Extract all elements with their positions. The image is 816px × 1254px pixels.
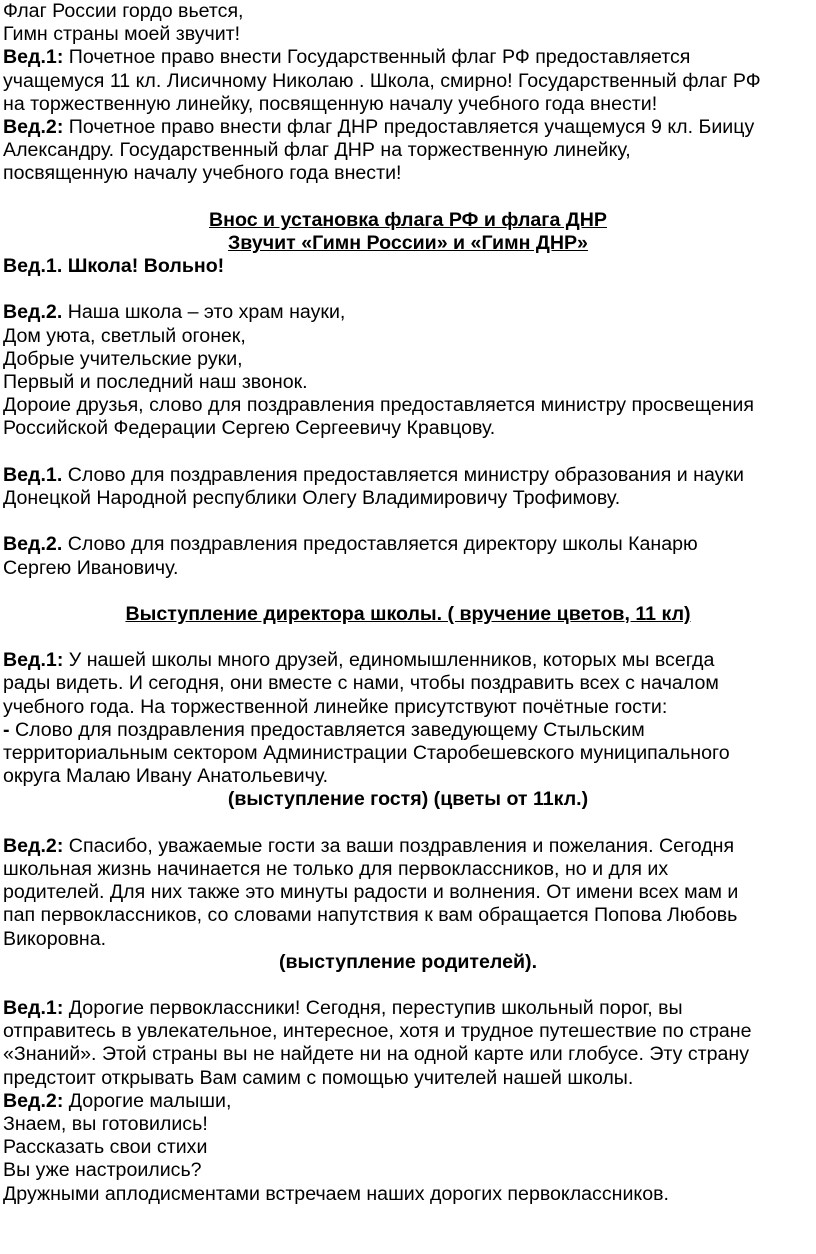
blank-line <box>3 626 813 649</box>
line-text: школьная жизнь начинается не только для первоклассников, но и для их <box>3 857 669 880</box>
speaker-label: Вед.1: <box>3 46 64 69</box>
text-line <box>3 325 813 348</box>
text-line <box>3 672 813 695</box>
speaker-line <box>3 835 813 858</box>
speaker-line <box>3 719 813 742</box>
blank-line <box>3 510 813 533</box>
blank-line <box>3 441 813 464</box>
line-text: пап первоклассников, со словами напутствия к вам обращается Попова Любовь <box>3 904 738 927</box>
section-heading <box>3 603 813 626</box>
text-line <box>3 858 813 881</box>
line-text: Александру. Государственный флаг ДНР на торжественную линейку, <box>3 139 631 162</box>
line-text: родителей. Для них также это минуты радости и волнения. От имени всех мам и <box>3 881 739 904</box>
line-text: Слово для поздравления предоставляется директору школы Канарю <box>62 533 698 556</box>
text-line <box>3 1043 813 1066</box>
line-text: Почетное право внести Государственный флаг РФ предоставляется <box>63 46 691 69</box>
text-line <box>3 742 813 765</box>
text-line <box>3 23 813 46</box>
text-line <box>3 765 813 788</box>
line-text: Вы уже настроились? <box>3 1159 202 1182</box>
blank-line <box>3 974 813 997</box>
text-line <box>3 1020 813 1043</box>
line-text: Викоровна. <box>3 927 107 950</box>
text-line <box>3 162 813 185</box>
speaker-line <box>3 301 813 324</box>
heading-text: Звучит «Гимн России» и «Гимн ДНР» <box>228 231 588 254</box>
speaker-line <box>3 649 813 672</box>
line-text: У нашей школы много друзей, единомышленников, которых мы всегда <box>63 649 715 672</box>
text-line <box>3 348 813 371</box>
speaker-label: Вед.1: <box>3 997 64 1020</box>
speaker-label: - <box>3 718 10 741</box>
section-heading <box>3 209 813 232</box>
heading-text: Внос и установка флага РФ и флага ДНР <box>209 208 607 231</box>
line-text: Флаг России гордо вьется, <box>3 0 244 22</box>
text-line <box>3 394 813 417</box>
text-line <box>3 904 813 927</box>
text-line <box>3 1136 813 1159</box>
document-page <box>3 0 813 1206</box>
section-heading <box>3 232 813 255</box>
line-text: Донецкой Народной республики Олегу Владимировичу Трофимову. <box>3 486 621 509</box>
line-text: Вед.1. Школа! Вольно! <box>3 255 225 278</box>
line-text: «Знаний». Этой страны вы не найдете ни на одной карте или глобусе. Эту страну <box>3 1043 750 1066</box>
text-line <box>3 1183 813 1206</box>
stage-direction-text: (выступление родителей). <box>278 950 538 973</box>
text-line <box>3 487 813 510</box>
text-line <box>3 928 813 951</box>
line-text: посвященную началу учебного года внести! <box>3 162 402 185</box>
line-text: Первый и последний наш звонок. <box>3 371 308 393</box>
line-text: Наша школа – это храм науки, <box>62 301 346 324</box>
line-text: Дорогие первоклассники! Сегодня, переступив школьный порог, вы <box>63 997 683 1020</box>
speaker-line <box>3 1090 813 1113</box>
blank-line <box>3 580 813 603</box>
speaker-label: Вед.2. <box>3 301 63 324</box>
text-line <box>3 696 813 719</box>
text-line <box>3 371 813 394</box>
line-text: Рассказать свои стихи <box>3 1136 208 1159</box>
line-text: Дорогие малыши, <box>63 1089 232 1112</box>
bold-line <box>3 255 813 278</box>
text-line <box>3 0 813 23</box>
line-text: Российской Федерации Сергею Сергеевичу Кравцову. <box>3 417 496 440</box>
line-text: на торжественную линейку, посвященную началу учебного года внести! <box>3 92 658 115</box>
line-text: рады видеть. И сегодня, они вместе с нами, чтобы поздравить всех с началом <box>3 672 719 695</box>
blank-line <box>3 278 813 301</box>
speaker-label: Вед.2: <box>3 1089 64 1112</box>
stage-direction <box>3 951 813 974</box>
line-text: Дом уюта, светлый огонек, <box>3 324 246 347</box>
line-text: Слово для поздравления предоставляется министру образования и науки <box>62 463 744 486</box>
line-text: Почетное право внести флаг ДНР предоставляется учащемуся 9 кл. Биицу <box>63 115 755 138</box>
speaker-label: Вед.1. <box>3 463 63 486</box>
line-text: учащемуся 11 кл. Лисичному Николаю . Школа, смирно! Государственный флаг РФ <box>3 69 761 92</box>
speaker-label: Вед.1: <box>3 649 64 672</box>
blank-line <box>3 812 813 835</box>
line-text: Спасибо, уважаемые гости за ваши поздравления и пожелания. Сегодня <box>63 834 735 857</box>
line-text: Знаем, вы готовились! <box>3 1113 208 1135</box>
line-text: предстоит открывать Вам самим с помощью учителей нашей школы. <box>3 1066 634 1089</box>
line-text: округа Малаю Ивану Анатольевичу. <box>3 765 329 788</box>
speaker-line <box>3 116 813 139</box>
stage-direction-text: (выступление гостя) (цветы от 11кл.) <box>227 788 589 811</box>
text-line <box>3 1113 813 1136</box>
text-line <box>3 1067 813 1090</box>
text-line <box>3 139 813 162</box>
line-text: Сергею Ивановичу. <box>3 556 179 579</box>
speaker-label: Вед.2. <box>3 533 63 556</box>
line-text: Дружными аплодисментами встречаем наших дорогих первоклассников. <box>3 1182 669 1205</box>
line-text: Слово для поздравления предоставляется заведующему Стыльским <box>9 718 645 741</box>
line-text: Гимн страны моей звучит! <box>3 23 241 46</box>
speaker-label: Вед.2: <box>3 834 64 857</box>
line-text: территориальным сектором Администрации Старобешевского муниципального <box>3 742 730 764</box>
text-line <box>3 557 813 580</box>
text-line <box>3 70 813 93</box>
text-line <box>3 1159 813 1182</box>
heading-text: Выступление директора школы. ( вручение цветов, 11 кл) <box>125 602 691 625</box>
blank-line <box>3 186 813 209</box>
text-line <box>3 881 813 904</box>
speaker-label: Вед.2: <box>3 115 64 138</box>
speaker-line <box>3 533 813 556</box>
stage-direction <box>3 788 813 811</box>
line-text: отправитесь в увлекательное, интересное, хотя и трудное путешествие по стране <box>3 1020 752 1043</box>
line-text: Добрые учительские руки, <box>3 347 243 370</box>
text-line <box>3 93 813 116</box>
speaker-line <box>3 46 813 69</box>
line-text: учебного года. На торжественной линейке присутствуют почётные гости: <box>3 695 668 718</box>
line-text: Дороие друзья, слово для поздравления предоставляется министру просвещения <box>3 394 754 417</box>
speaker-line <box>3 997 813 1020</box>
speaker-line <box>3 464 813 487</box>
text-line <box>3 417 813 440</box>
